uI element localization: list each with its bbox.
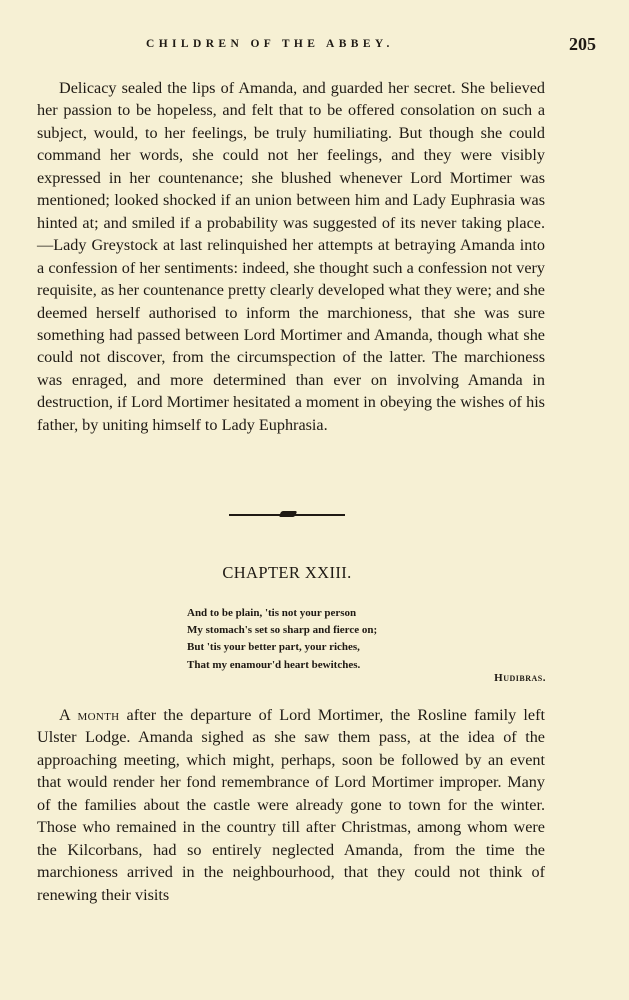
page-header: [36, 34, 596, 60]
epigraph-attribution: [494, 672, 546, 684]
divider-ornament-icon: [279, 511, 298, 517]
epigraph-line: But 'tis your better part, your riches,: [187, 641, 360, 654]
epigraph-line: And to be plain, 'tis not your person: [187, 607, 357, 619]
epigraph-line: My stomach's set so sharp and fierce on;: [187, 624, 378, 637]
paragraph: Delicacy sealed the lips of Amanda, and guarded her secret. She believed her passion to be hopeless, and felt that to be offered consolation on such a subject, would, to her feelings, be truly humiliating. But though she could command her words, she could not her feelings, and they were visibly expressed in her countenance; she blushed whenever Lord Mortimer was mentioned; looked shocked if an union between him and Lady Euphrasia was hinted at; and smiled if a probability was suggested of its never taking place.—Lady Greystock at last relinquished her attempts at betraying Amanda into a confession of her sentiments: indeed, she thought such a confession not very requisite, as her countenance pretty clearly developed what they were; and she deemed herself authorised to inform the marchioness, that she was sure something had passed between Lord Mortimer and Amanda, though what she could not discover, from the circumspection of the latter. The marchioness was enraged, and more determined than ever on involving Amanda in destruction, if Lord Mortimer hesitated a moment in obeying the wishes of his father, by uniting himself to Lady Euphrasia.: [37, 79, 545, 434]
attribution-text: Hudibras.: [494, 672, 546, 684]
paragraph-block-2: [37, 704, 545, 906]
epigraph: [187, 605, 467, 674]
section-divider: [229, 513, 345, 517]
epigraph-line: That my enamour'd heart bewitches.: [187, 658, 361, 671]
paragraph-text: after the departure of Lord Mortimer, the Rosline family left Ulster Lodge. Amanda sighed as she saw them pass, at the idea of the approaching meeting, which might, perhaps, soon be followed by an event that would render her fond remembrance of Lord Mortimer improper. Many of the families about the castle were already gone to town for the winter. Those who remained in the country till after Christmas, among whom were the Kilcorbans, had so entirely neglected Amanda, from the time the marchioness arrived in the neighbourhood, that they could not think of renewing their visits: [37, 706, 545, 904]
running-head: CHILDREN OF THE ABBEY.: [146, 38, 394, 50]
paragraph-lead: A month: [59, 706, 120, 724]
paragraph: [37, 704, 545, 906]
page-number: 205: [569, 34, 596, 54]
chapter-title: CHAPTER XXIII.: [222, 563, 352, 582]
paragraph-block-1: [37, 77, 545, 436]
